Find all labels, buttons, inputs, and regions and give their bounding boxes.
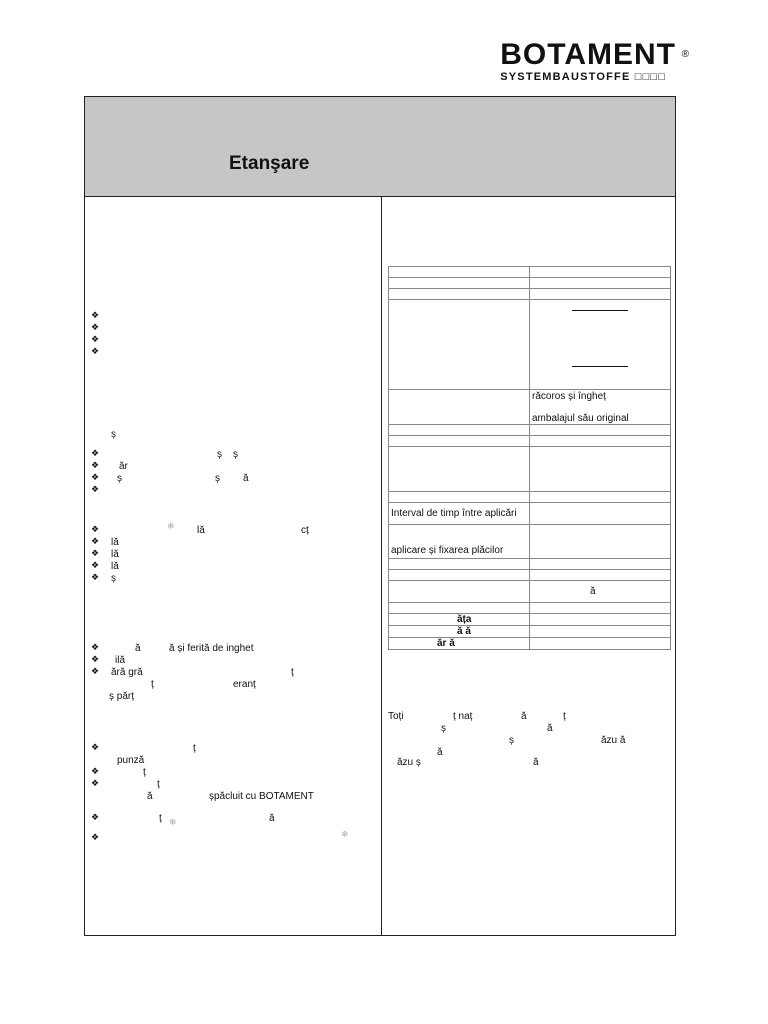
text-fragment: ăzu ă [601,735,626,746]
table-cell-value [530,570,671,581]
table-cell-value [530,503,671,525]
table-row [389,638,671,650]
table-cell-value [530,492,671,503]
bullet-icon: ❖ [91,643,100,653]
bullet-icon: ❖ [91,767,100,777]
table-cell-label: Interval de timp între aplicări [389,503,530,525]
brand-logo [500,38,690,83]
text-fragment: ș părț [109,691,135,702]
table-cell-label [389,559,530,570]
table-cell-label: aplicare și fixarea plăcilor [389,525,530,559]
table-row [389,447,671,492]
bullet-icon: ❖ [91,461,100,471]
text-fragment: ăzu ș [397,757,421,768]
table-row [389,289,671,300]
text-fragment: ș [233,449,238,460]
text-fragment: ilă [115,655,126,666]
bullet-icon: ❖ [91,549,100,559]
text-fragment: ă [521,711,527,722]
table-row [389,570,671,581]
text-fragment: ă [533,757,539,768]
text-fragment: ș [509,735,514,746]
page-title: Etanşare [229,153,310,174]
text-fragment: ș [117,473,122,484]
bullet-icon: ❖ [91,323,100,333]
table-cell-label [389,570,530,581]
asterisk-mark: ❄ [167,521,175,531]
text-fragment: șpăcluit cu BOTAMENT [209,791,314,802]
table-cell-value [530,425,671,436]
bullet-icon: ❖ [91,743,100,753]
table-cell-value [530,390,671,425]
bullet-icon: ❖ [91,335,100,345]
table-row [389,425,671,436]
bullet-icon: ❖ [91,473,100,483]
table-cell-value [530,614,671,626]
table-cell-label: ă ă [389,626,530,638]
bullet-icon: ❖ [91,667,100,677]
storage-text: ambalajul său original [532,413,629,424]
text-fragment: lă [111,549,119,560]
text-fragment: lă [197,525,205,536]
table-cell-label [389,300,530,390]
text-fragment: ăr [119,461,128,472]
table-cell-value [530,559,671,570]
title-band [85,97,675,197]
asterisk-mark: ❄ [169,817,177,827]
table-cell-label [389,603,530,614]
table-cell-value: ă [530,581,671,603]
asterisk-mark: ❄ [341,829,349,839]
table-cell-label: ăța [389,614,530,626]
table-row [389,436,671,447]
text-fragment: punză [117,755,145,766]
text-fragment: ț [291,667,294,678]
text-fragment: ără gră [111,667,143,678]
text-fragment: ț [157,779,160,790]
table-row [389,300,671,390]
bullet-icon: ❖ [91,537,100,547]
table-row [389,559,671,570]
text-fragment: ț [151,679,154,690]
text-fragment: lă [111,561,119,572]
table-cell-label [389,267,530,278]
table-cell-value [530,267,671,278]
table-cell-value [530,638,671,650]
text-fragment: cț [301,525,309,536]
table-cell-value [530,525,671,559]
table-cell-value [530,289,671,300]
text-fragment: ț [159,813,162,824]
text-fragment: ț [143,767,146,778]
table-row [389,525,671,559]
table-cell-value [530,603,671,614]
text-fragment: ș [217,449,222,460]
table-row [389,267,671,278]
table-cell-label [389,425,530,436]
table-cell-value [530,447,671,492]
bullet-icon: ❖ [91,347,100,357]
table-cell-label [389,289,530,300]
bullet-icon: ❖ [91,833,100,843]
text-fragment: ș [215,473,220,484]
bullet-icon: ❖ [91,655,100,665]
text-fragment: Toți [388,711,404,722]
text-fragment: ț [193,743,196,754]
table-cell-label: ăr ă [389,638,530,650]
bullet-icon: ❖ [91,813,100,823]
table-cell-label [389,447,530,492]
table-cell-value [530,278,671,289]
registered-mark: ® [681,49,690,60]
column-divider [381,196,382,936]
storage-text: răcoros și îngheț [532,391,606,402]
text-fragment: ă [547,723,553,734]
bullet-icon: ❖ [91,525,100,535]
table-cell-value [530,626,671,638]
table-row [389,390,671,425]
table-cell-label [389,436,530,447]
text-fragment: ă [243,473,249,484]
text-fragment: ă [437,747,443,758]
bullet-icon: ❖ [91,311,100,321]
bullet-icon: ❖ [91,779,100,789]
text-fragment: ș [441,723,446,734]
table-row [389,581,671,603]
text-fragment: ț [563,711,566,722]
table-row [389,503,671,525]
data-sheet [84,96,676,936]
table-cell-value [530,436,671,447]
text-fragment: ă [147,791,153,802]
table-row [389,492,671,503]
table-cell-label [389,278,530,289]
text-fragment: eranț [233,679,256,690]
text-fragment: ă și ferită de inghet [169,643,254,654]
bullet-icon: ❖ [91,485,100,495]
brand-tagline: SYSTEMBAUSTOFFE □□□□ [500,71,667,83]
spec-table [388,266,671,650]
text-fragment: ș [111,429,116,440]
table-row [389,603,671,614]
table-cell-label [389,390,530,425]
table-cell-label [389,581,530,603]
table-row [389,278,671,289]
brand-name: BOTAMENT ® [500,38,690,71]
text-fragment: ă [135,643,141,654]
text-fragment: lă [111,537,119,548]
bullet-icon: ❖ [91,561,100,571]
table-cell-label [389,492,530,503]
table-cell-value [530,300,671,390]
table-row [389,614,671,626]
text-fragment: ș [111,573,116,584]
table-row [389,626,671,638]
text-fragment: ț naț [453,711,473,722]
bullet-icon: ❖ [91,449,100,459]
text-fragment: ă [269,813,275,824]
bullet-icon: ❖ [91,573,100,583]
underline-rule [572,366,628,367]
